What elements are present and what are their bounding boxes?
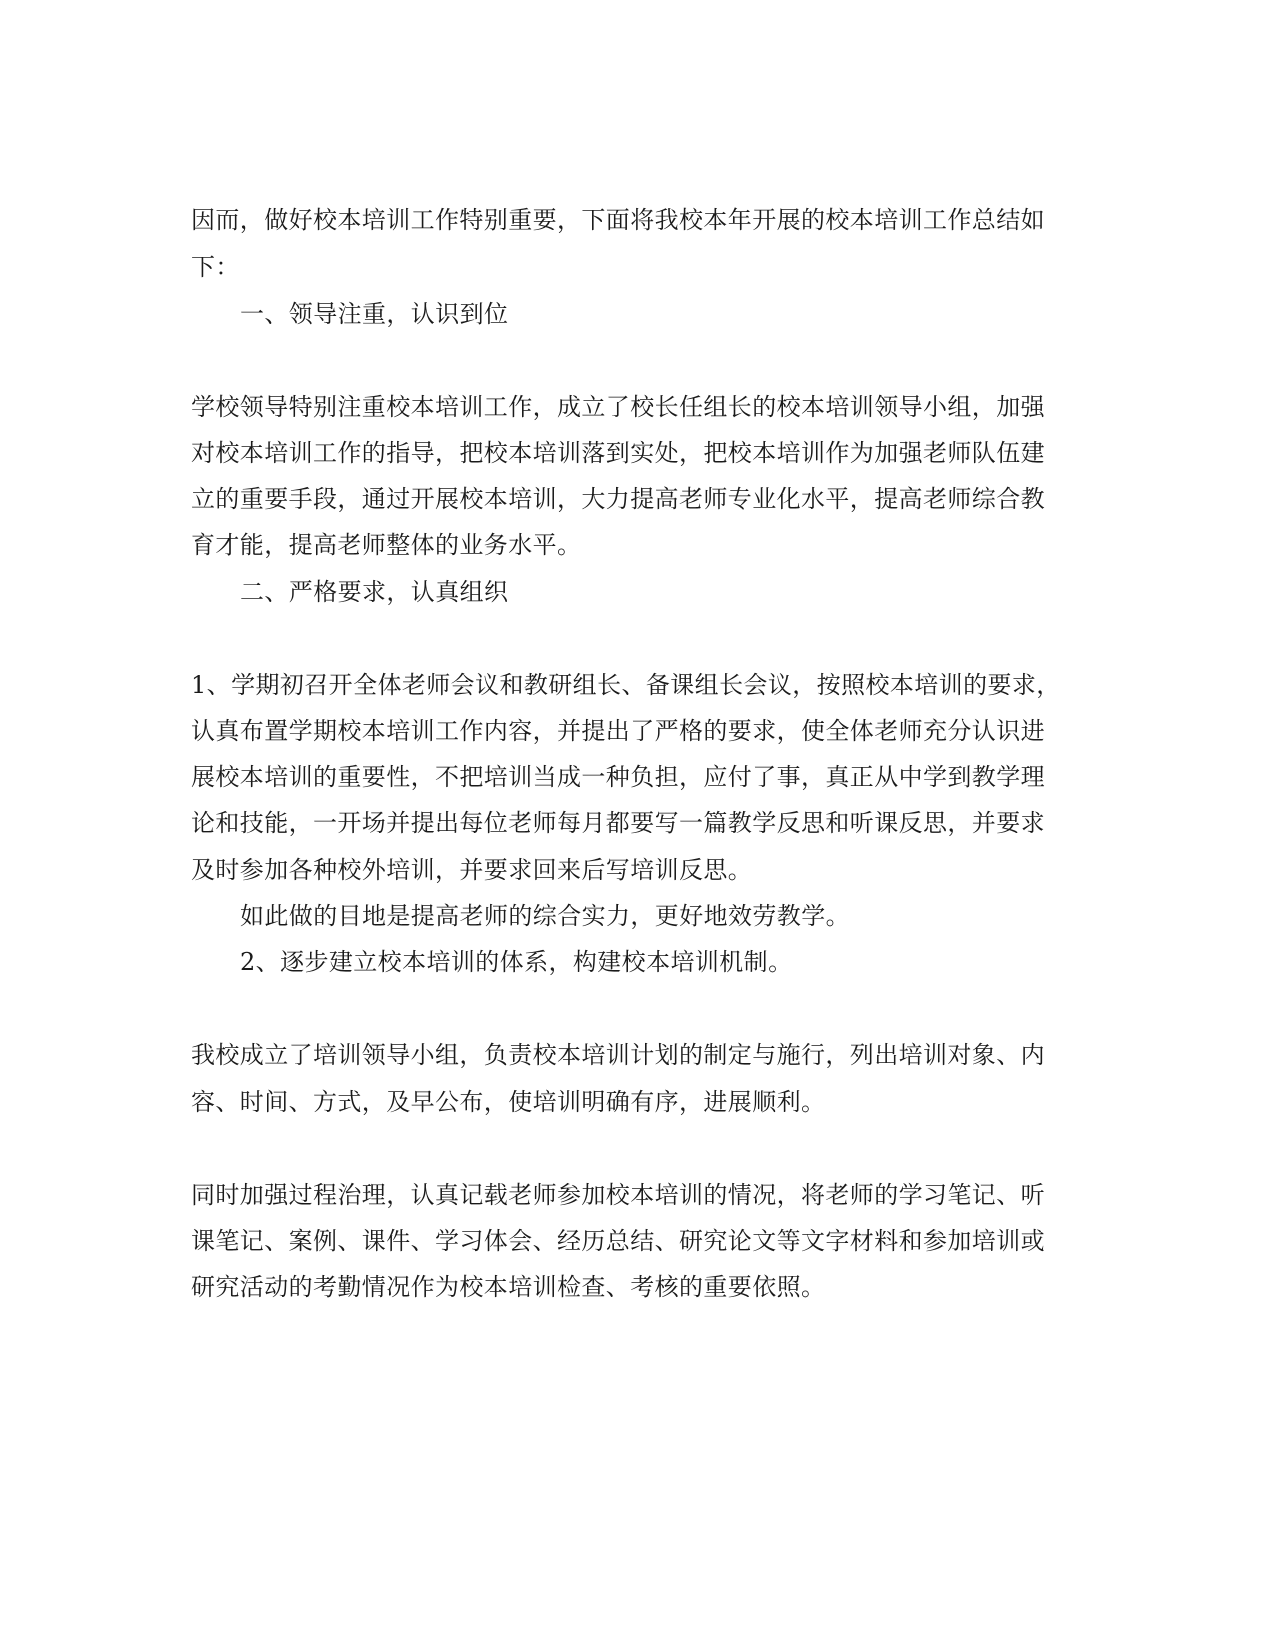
paragraph-line: 对校本培训工作的指导，把校本培训落到实处，把校本培训作为加强老师队伍建 xyxy=(191,439,1045,467)
paragraph-line: 学校领导特别注重校本培训工作，成立了校长任组长的校本培训领导小组，加强 xyxy=(191,393,1045,421)
paragraph-line: 因而，做好校本培训工作特别重要，下面将我校本年开展的校本培训工作总结如 xyxy=(191,206,1045,234)
paragraph-line: 研究活动的考勤情况作为校本培训检查、考核的重要依照。 xyxy=(191,1273,826,1301)
paragraph-line: 展校本培训的重要性，不把培训当成一种负担，应付了事，真正从中学到教学理 xyxy=(191,763,1045,791)
paragraph-line: 容、时间、方式，及早公布，使培训明确有序，进展顺利。 xyxy=(191,1088,826,1116)
paragraph-line: 认真布置学期校本培训工作内容，并提出了严格的要求，使全体老师充分认识进 xyxy=(191,717,1045,745)
paragraph-line: 我校成立了培训领导小组，负责校本培训计划的制定与施行，列出培训对象、内 xyxy=(191,1041,1045,1069)
section-heading: 二、严格要求，认真组织 xyxy=(240,578,509,606)
paragraph-line: 育才能，提高老师整体的业务水平。 xyxy=(191,531,582,559)
paragraph-line: 课笔记、案例、课件、学习体会、经历总结、研究论文等文字材料和参加培训或 xyxy=(191,1227,1045,1255)
paragraph-line: 如此做的目地是提高老师的综合实力，更好地效劳教学。 xyxy=(240,902,850,930)
paragraph-line: 同时加强过程治理，认真记载老师参加校本培训的情况，将老师的学习笔记、听 xyxy=(191,1181,1045,1209)
paragraph-line: 及时参加各种校外培训，并要求回来后写培训反思。 xyxy=(191,856,753,884)
paragraph-line: 1、学期初召开全体老师会议和教研组长、备课组长会议，按照校本培训的要求， xyxy=(191,671,1061,699)
paragraph-line: 论和技能，一开场并提出每位老师每月都要写一篇教学反思和听课反思，并要求 xyxy=(191,809,1045,837)
section-heading: 一、领导注重，认识到位 xyxy=(240,300,509,328)
paragraph-line: 下： xyxy=(191,253,240,281)
paragraph-line: 立的重要手段，通过开展校本培训，大力提高老师专业化水平，提高老师综合教 xyxy=(191,485,1045,513)
paragraph-line: 2、逐步建立校本培训的体系，构建校本培训机制。 xyxy=(240,948,793,976)
